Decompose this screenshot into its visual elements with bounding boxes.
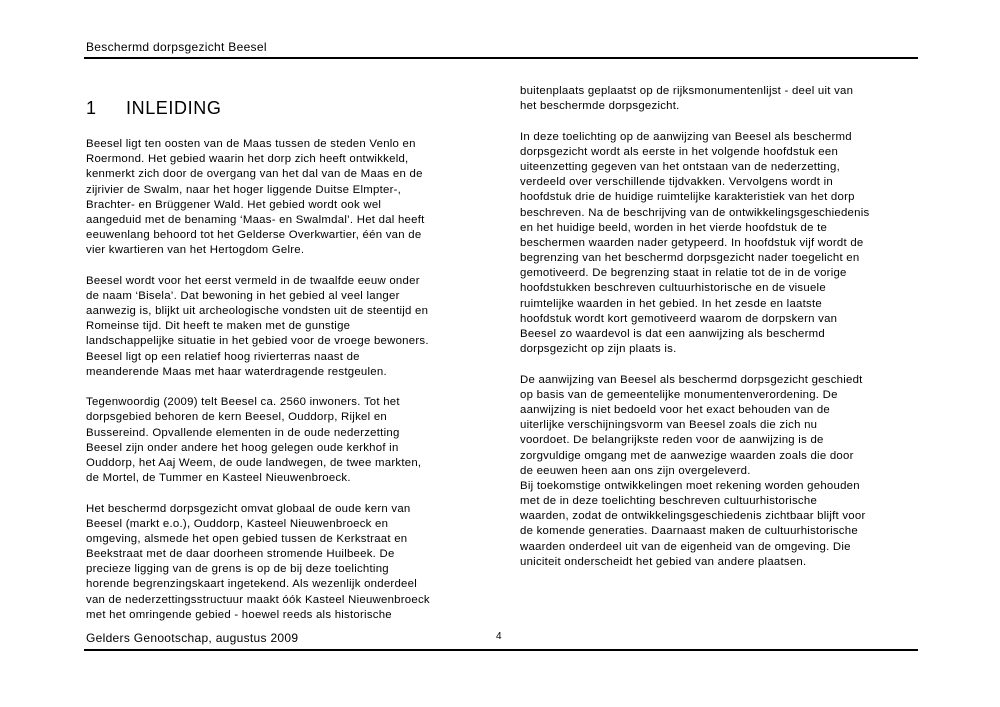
chapter-number: 1	[86, 98, 97, 118]
text-line: De aanwijzing van Beesel als beschermd dorpsgezicht geschiedt	[520, 373, 863, 386]
text-line: aanwezig is, blijkt uit archeologische vondsten uit de steentijd en	[86, 305, 429, 318]
text-line: Bij toekomstige ontwikkelingen moet rekening worden gehouden	[520, 479, 860, 492]
text-line: voordoet. De belangrijkste reden voor de aanwijzing is de	[520, 434, 824, 447]
text-line: gemotiveerd. De begrenzing staat in relatie tot de in de vorige	[520, 267, 847, 280]
text-line: eeuwenlang behoord tot het Gelderse Overkwartier, één van de	[86, 229, 422, 242]
page-number: 4	[496, 631, 502, 642]
text-line: met de in deze toelichting beschreven cultuurhistorische	[520, 495, 818, 508]
text-line: Beesel (markt e.o.), Ouddorp, Kasteel Nieuwenbroeck en	[86, 517, 389, 530]
chapter-title: INLEIDING	[126, 98, 222, 118]
text-line: Beesel ligt op een relatief hoog rivierterras naast de	[86, 350, 360, 363]
footer-rule	[84, 649, 918, 651]
text-line: uniciteit onderscheidt het gebied van andere plaatsen.	[520, 555, 807, 568]
paragraph-gap	[86, 486, 486, 501]
text-line: kenmerkt zich door de overgang van het dal van de Maas en de	[86, 168, 423, 181]
text-line: Beesel wordt voor het eerst vermeld in de twaalfde eeuw onder	[86, 274, 420, 287]
text-line: landschappelijke situatie in het gebied voor de vroege bewoners.	[86, 335, 429, 348]
text-line: buitenplaats geplaatst op de rijksmonumentenlijst - deel uit van	[520, 85, 854, 97]
text-line: ruimtelijke waarden in het gebied. In het zesde en laatste	[520, 297, 822, 310]
text-line: dorpsgezicht op zijn plaats is.	[520, 343, 677, 356]
text-line: op basis van de gemeentelijke monumentenverordening. De	[520, 388, 838, 401]
text-line: precieze ligging van de grens is op de bij deze toelichting	[86, 563, 389, 576]
paragraph-gap	[86, 380, 486, 395]
text-line: de komende generaties. Daarnaast maken de cultuurhistorische	[520, 525, 858, 538]
text-line: de naam ‘Bisela’. Dat bewoning in het gebied al veel langer	[86, 289, 400, 302]
text-line: aangeduid met de benaming ‘Maas- en Swalmdal’. Het dal heeft	[86, 213, 425, 226]
paragraph	[520, 373, 920, 570]
text-line: waarden onderdeel uit van de eigenheid van de omgeving. Die	[520, 540, 851, 553]
text-line: Ouddorp, het Aaj Weem, de oude landwegen, de twee markten,	[86, 456, 422, 469]
left-text-column	[86, 137, 486, 623]
text-line: hoofdstuk wordt kort gemotiveerd waarom de dorpskern van	[520, 312, 838, 325]
text-line: beschreven. Na de beschrijving van de ontwikkelingsgeschiedenis	[520, 206, 870, 219]
text-line: Beekstraat met de daar doorheen stromende Huilbeek. De	[86, 548, 395, 561]
text-line: waarden, zodat de ontwikkelingsgeschiedenis zichtbaar blijft voor	[520, 510, 866, 523]
text-line: uiteenzetting gegeven van het ontstaan van de nederzetting,	[520, 160, 840, 173]
text-line: Beesel zijn onder andere het hoog gelegen oude kerkhof in	[86, 441, 399, 454]
text-line: In deze toelichting op de aanwijzing van Beesel als beschermd	[520, 130, 852, 143]
text-line: Beesel ligt ten oosten van de Maas tussen de steden Venlo en	[86, 138, 416, 150]
paragraph	[86, 502, 486, 624]
text-line: begrenzing van het beschermd dorpsgezicht nader toegelicht en	[520, 252, 860, 265]
text-line: aanwijzing is niet bedoeld voor het exact behouden van de	[520, 403, 830, 416]
text-line: uiterlijke verschijningsvorm van Beesel zoals die zich nu	[520, 419, 818, 432]
header-rule	[84, 57, 918, 59]
text-line: horende begrenzingskaart ingetekend. Als wezenlijk onderdeel	[86, 578, 417, 591]
text-line: de eeuwen heen aan ons zijn overgeleverd.	[520, 464, 751, 477]
text-line: Romeinse tijd. Dit heeft te maken met de gunstige	[86, 320, 351, 333]
paragraph-gap	[520, 114, 920, 129]
paragraph	[520, 84, 920, 114]
paragraph-gap	[86, 259, 486, 274]
running-header: Beschermd dorpsgezicht Beesel	[86, 40, 267, 54]
paragraph	[86, 274, 486, 380]
paragraph-gap	[520, 357, 920, 372]
paragraph	[520, 130, 920, 358]
text-line: meanderende Maas met haar waterdragende restgeulen.	[86, 365, 387, 378]
text-line: Brachter- en Brüggener Wald. Het gebied wordt ook wel	[86, 198, 382, 211]
text-line: dorpsgezicht wordt als eerste in het volgende hoofdstuk een	[520, 145, 839, 158]
footer-publisher: Gelders Genootschap, augustus 2009	[86, 631, 299, 645]
text-line: zorgvuldige omgang met de aanwezige waarden zoals die door	[520, 449, 854, 462]
text-line: Roermond. Het gebied waarin het dorp zich heeft ontwikkeld,	[86, 153, 409, 166]
text-line: beschermen waarden nader getypeerd. In hoofdstuk vijf wordt de	[520, 236, 864, 249]
text-line: dorpsgebied behoren de kern Beesel, Ouddorp, Rijkel en	[86, 411, 387, 424]
chapter-heading	[86, 98, 221, 119]
right-text-column	[520, 84, 920, 570]
text-line: Beesel zo waardevol is dat een aanwijzing als beschermd	[520, 328, 826, 340]
text-line: met het omringende gebied - hoewel reeds als historische	[86, 608, 392, 621]
text-line: Het beschermd dorpsgezicht omvat globaal de oude kern van	[86, 502, 411, 515]
paragraph	[86, 395, 486, 486]
text-line: verdeeld over verschillende tijdvakken. Vervolgens wordt in	[520, 176, 833, 189]
text-line: omgeving, alsmede het open gebied tussen de Kerkstraat en	[86, 532, 408, 545]
text-line: Bussereind. Opvallende elementen in de oude nederzetting	[86, 426, 400, 439]
text-line: en het huidige beeld, worden in het vierde hoofdstuk de te	[520, 221, 828, 234]
text-line: van de nederzettingsstructuur maakt óók Kasteel Nieuwenbroeck	[86, 593, 430, 606]
text-line: zijrivier de Swalm, naar het hoger liggende Duitse Elmpter-,	[86, 183, 402, 196]
paragraph	[86, 137, 486, 259]
text-line: hoofdstukken beschreven cultuurhistorische en de visuele	[520, 282, 826, 295]
text-line: de Mortel, de Tummer en Kasteel Nieuwenbroeck.	[86, 472, 351, 485]
text-line: Tegenwoordig (2009) telt Beesel ca. 2560 inwoners. Tot het	[86, 396, 400, 409]
text-line: vier kwartieren van het Hertogdom Gelre.	[86, 244, 305, 257]
text-line: hoofdstuk drie de huidige ruimtelijke karakteristiek van het dorp	[520, 191, 855, 204]
text-line: het beschermde dorpsgezicht.	[520, 100, 680, 113]
